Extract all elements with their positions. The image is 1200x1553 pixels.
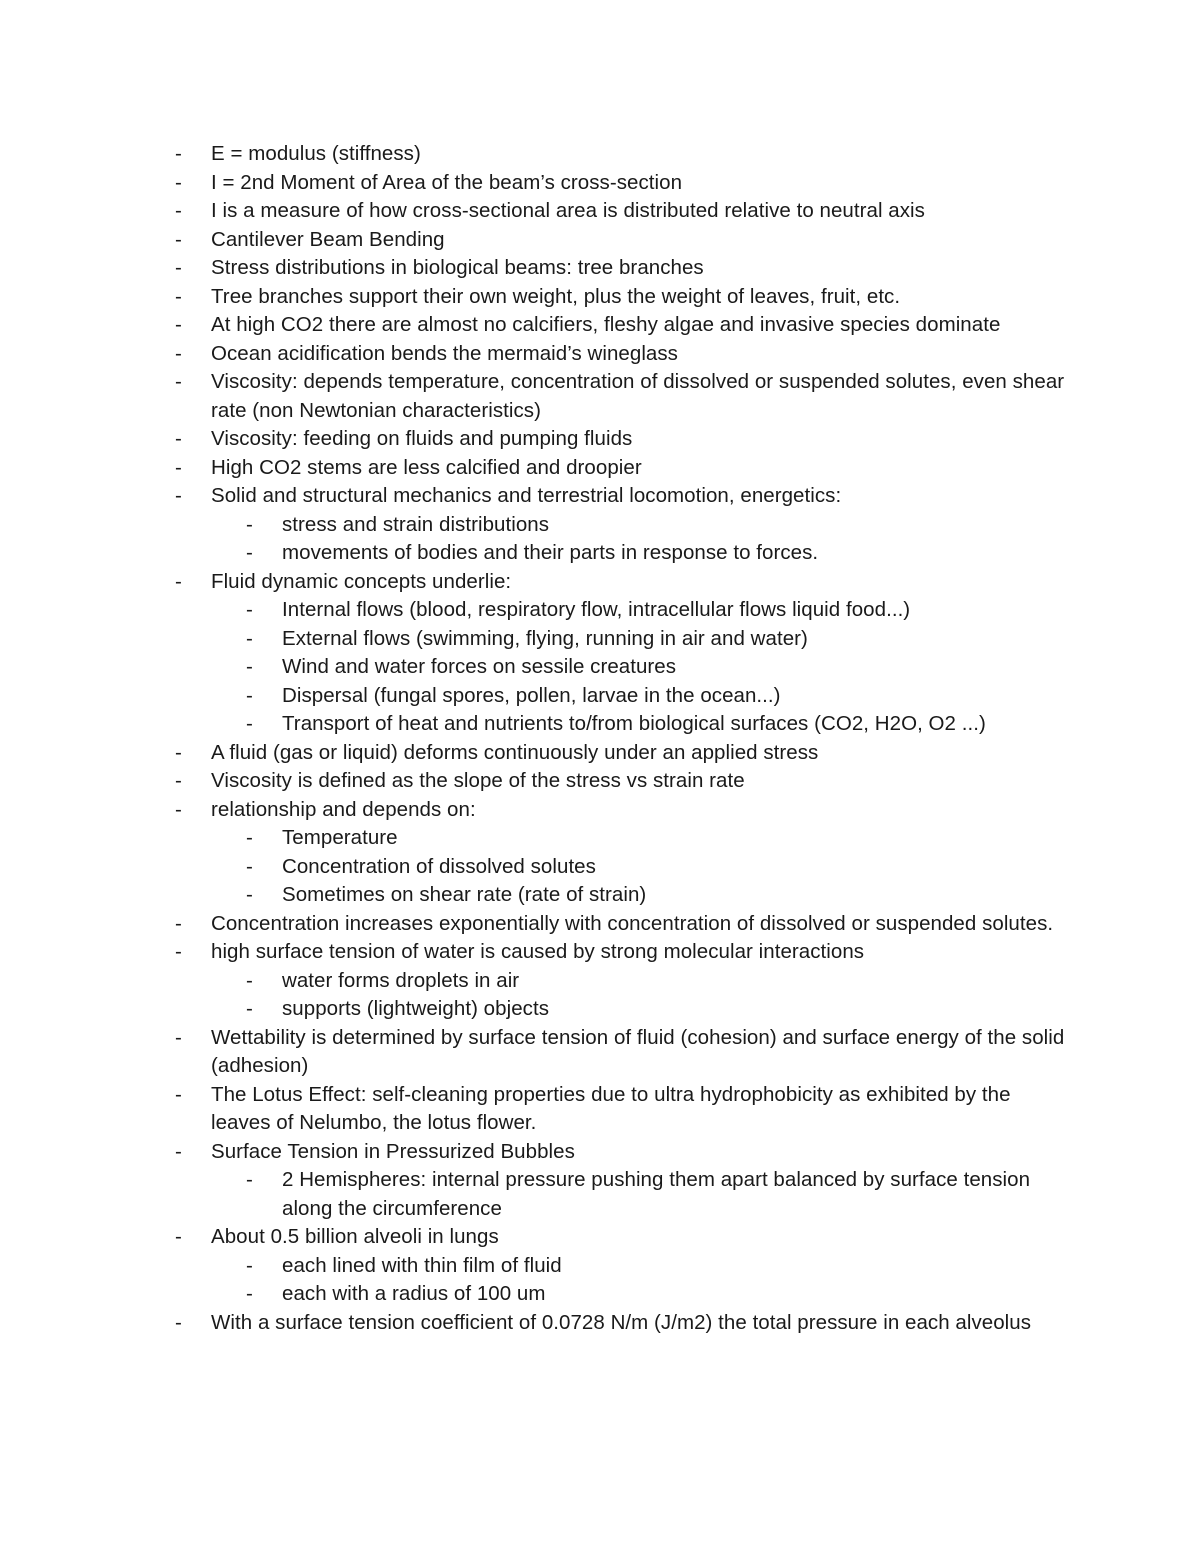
list-item [0,1138,1200,1167]
bullet-dash: - [175,227,182,251]
bullet-dash: - [175,1139,182,1163]
list-item [0,1024,1200,1081]
bullet-dash: - [246,826,253,849]
sub-list-item [0,853,1200,882]
list-item-text: Fluid dynamic concepts underlie: [211,569,512,593]
list-item-text: E = modulus (stiffness) [211,142,421,165]
list-item [0,1309,1200,1338]
list-item-text: Surface Tension in Pressurized Bubbles [211,1139,575,1163]
list-item-text: Viscosity is defined as the slope of the stress vs strain rate [211,769,745,792]
list-item-text: each lined with thin film of fluid [282,1253,562,1277]
sub-list-item [0,1166,1200,1223]
list-item [0,197,1200,226]
list-item-text: At high CO2 there are almost no calcifiers, fleshy algae and invasive species dominate [211,313,1001,336]
bullet-dash: - [175,740,182,764]
list-item-text: Solid and structural mechanics and terrestrial locomotion, energetics: [211,484,842,507]
list-item-text: Temperature [282,826,398,849]
bullet-dash: - [246,997,253,1020]
bullet-dash: - [175,769,182,792]
list-item-text: Cantilever Beam Bending [211,227,445,251]
bullet-dash: - [175,427,182,450]
bullet-dash: - [246,968,253,992]
list-item-text: relationship and depends on: [211,797,476,821]
list-item [0,1081,1200,1138]
list-item-text: Sometimes on shear rate (rate of strain) [282,883,647,906]
list-item [0,938,1200,967]
list-item-text: Concentration increases exponentially with concentration of dissolved or suspended solutes. [211,911,1054,935]
list-item [0,226,1200,255]
sub-list-item [0,881,1200,910]
bullet-dash: - [246,655,253,678]
sub-list-item [0,710,1200,739]
sub-list-item [0,1280,1200,1309]
bullet-dash: - [246,712,253,735]
list-item-text: The Lotus Effect: self-cleaning properties due to ultra hydrophobicity as exhibited by the leaves of Nelumbo, the lotus flower. [211,1082,1011,1134]
bullet-dash: - [246,626,253,650]
sub-list-item [0,1252,1200,1281]
list-item [0,482,1200,511]
bullet-list [0,140,1200,1337]
list-item-text: A fluid (gas or liquid) deforms continuously under an applied stress [211,740,819,764]
list-item [0,796,1200,825]
list-item [0,169,1200,198]
list-item-text: high surface tension of water is caused by strong molecular interactions [211,940,865,963]
bullet-dash: - [246,598,253,621]
bullet-dash: - [246,683,253,707]
list-item-text: Tree branches support their own weight, plus the weight of leaves, fruit, etc. [211,284,901,308]
bullet-dash: - [246,512,253,536]
list-item-text: About 0.5 billion alveoli in lungs [211,1225,499,1248]
bullet-dash: - [175,1225,182,1248]
bullet-dash: - [175,1025,182,1049]
list-item [0,568,1200,597]
list-item [0,283,1200,312]
list-item-text: Viscosity: depends temperature, concentration of dissolved or suspended solutes, even shear rate (non Newtonian characteristics) [211,370,1065,422]
bullet-dash: - [175,1310,182,1334]
bullet-dash: - [246,854,253,878]
list-item-text: Dispersal (fungal spores, pollen, larvae in the ocean...) [282,683,781,707]
bullet-dash: - [175,940,182,963]
list-item-text: Concentration of dissolved solutes [282,854,596,878]
list-item-text: Viscosity: feeding on fluids and pumping fluids [211,427,633,450]
bullet-dash: - [175,455,182,479]
bullet-dash: - [175,170,182,194]
list-item-text: Wind and water forces on sessile creatures [282,655,677,678]
list-item-text: I is a measure of how cross-sectional area is distributed relative to neutral axis [211,199,925,222]
list-item [0,425,1200,454]
list-item-text: Stress distributions in biological beams: tree branches [211,256,704,279]
list-item-text: stress and strain distributions [282,512,550,536]
bullet-dash: - [175,569,182,593]
list-item-text: Wettability is determined by surface tension of fluid (cohesion) and surface energy of the solid (adhesion) [211,1025,1065,1077]
sub-list-item [0,596,1200,625]
sub-list-item [0,511,1200,540]
bullet-dash: - [246,541,253,564]
list-item [0,140,1200,169]
sub-list-item [0,682,1200,711]
bullet-dash: - [175,284,182,308]
list-item-text: water forms droplets in air [282,968,520,992]
bullet-dash: - [175,313,182,336]
list-item [0,454,1200,483]
list-item [0,767,1200,796]
list-item-text: High CO2 stems are less calcified and droopier [211,455,642,479]
sub-list-item [0,625,1200,654]
sub-list-item [0,539,1200,568]
bullet-dash: - [246,1253,253,1277]
bullet-dash: - [175,370,182,393]
list-item [0,368,1200,425]
list-item [0,739,1200,768]
bullet-dash: - [175,341,182,365]
bullet-dash: - [175,1082,182,1106]
bullet-dash: - [175,256,182,279]
bullet-dash: - [175,142,182,165]
list-item-text: each with a radius of 100 um [282,1282,546,1305]
sub-list-item [0,967,1200,996]
bullet-dash: - [175,797,182,821]
list-item-text: External flows (swimming, flying, running in air and water) [282,626,808,650]
list-item-text: I = 2nd Moment of Area of the beam’s cross-section [211,170,683,194]
list-item-text: supports (lightweight) objects [282,997,549,1020]
list-item-text: Ocean acidification bends the mermaid’s wineglass [211,341,678,365]
list-item-text: 2 Hemispheres: internal pressure pushing them apart balanced by surface tension along the circumference [282,1168,1031,1220]
list-item-text: With a surface tension coefficient of 0.0728 N/m (J/m2) the total pressure in each alveolus [211,1310,1032,1334]
sub-list-item [0,824,1200,853]
sub-list-item [0,653,1200,682]
list-item [0,910,1200,939]
bullet-dash: - [175,484,182,507]
bullet-dash: - [175,911,182,935]
bullet-dash: - [246,1168,253,1191]
list-item-text: Transport of heat and nutrients to/from biological surfaces (CO2, H2O, O2 ...) [282,712,986,735]
bullet-dash: - [175,199,182,222]
bullet-dash: - [246,1282,253,1305]
list-item [0,340,1200,369]
list-item-text: Internal flows (blood, respiratory flow, intracellular flows liquid food...) [282,598,911,621]
sub-list-item [0,995,1200,1024]
bullet-dash: - [246,883,253,906]
list-item-text: movements of bodies and their parts in response to forces. [282,541,819,564]
list-item [0,311,1200,340]
list-item [0,254,1200,283]
list-item [0,1223,1200,1252]
